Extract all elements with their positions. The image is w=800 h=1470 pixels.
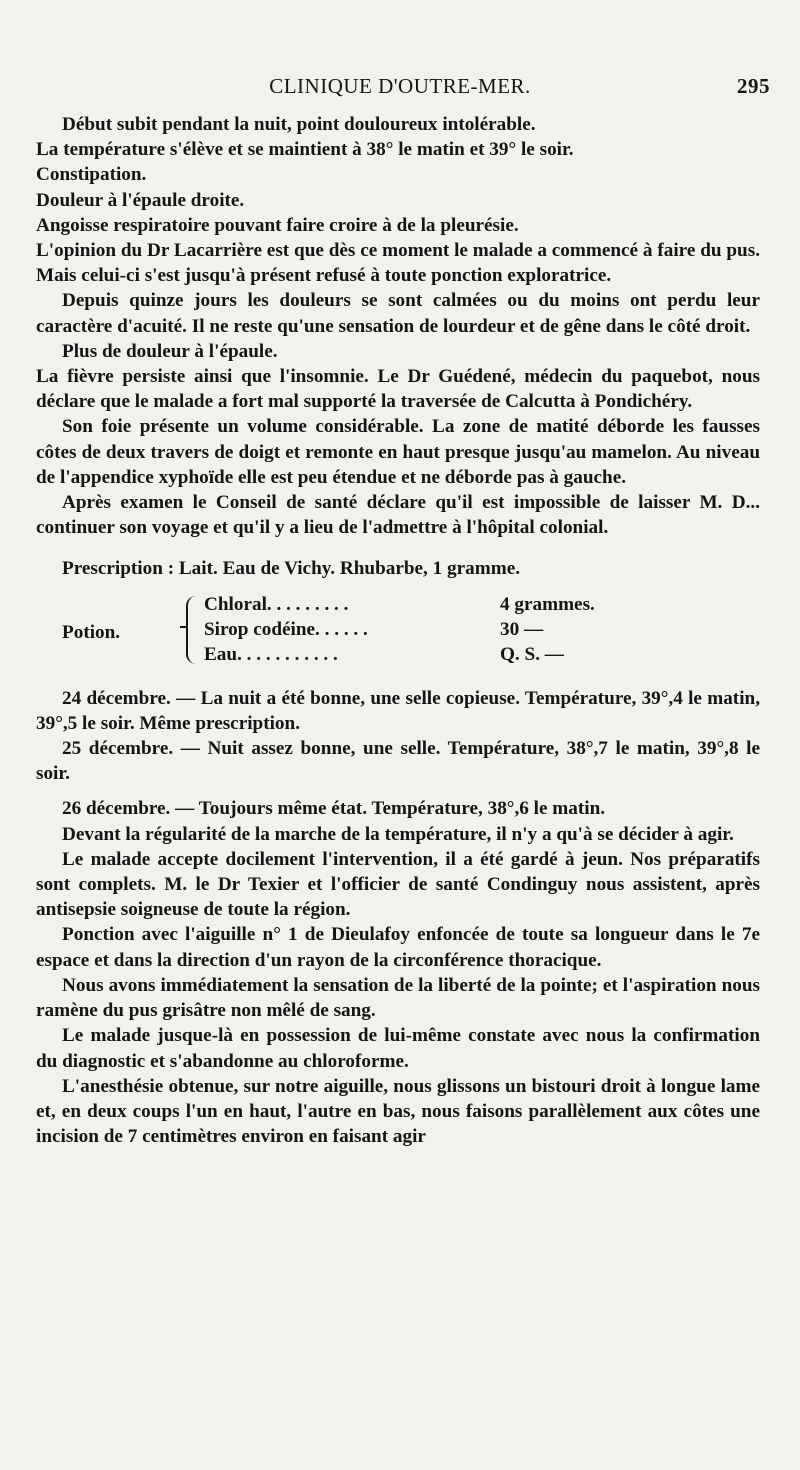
paragraph: Angoisse respiratoire pouvant faire croire à de la pleurésie. xyxy=(36,214,519,236)
paragraph: Son foie présente un volume considérable. La zone de matité déborde les fausses côtes de deux travers de doigt et remonte en haut presque jusqu'au mamelon. Au niveau de l'appendice xyphoïde elle est peu étendue et ne déborde pas à gauche. xyxy=(36,416,760,488)
page-header xyxy=(30,74,770,102)
ingredient-row xyxy=(204,617,764,642)
paragraph: L'anesthésie obtenue, sur notre aiguille, nous glissons un bistouri droit à longue lame et, en deux coups l'un en haut, l'autre en bas, nous faisons parallèlement aux côtes une incision de 7 centimètres environ en faisant agir xyxy=(36,1075,760,1148)
ingredient-row xyxy=(204,592,764,617)
paragraph: Le malade jusque-là en possession de lui-même constate avec nous la confirmation du diagnostic et s'abandonne au chloroforme. xyxy=(36,1025,760,1072)
paragraph: L'opinion du Dr Lacarrière est que dès ce moment le malade a commencé à faire du pus. Mais celui-ci s'est jusqu'à présent refusé à toute ponction exploratrice. xyxy=(36,240,760,287)
paragraph: 25 décembre. — Nuit assez bonne, une selle. Température, 38°,7 le matin, 39°,8 le soir. xyxy=(36,738,760,785)
paragraph: Constipation. xyxy=(36,164,147,186)
paragraph: Le malade accepte docilement l'intervention, il a été gardé à jeun. Nos préparatifs sont complets. M. le Dr Texier et l'officier de santé Condinguy nous assistent, après antisepsie soigneuse de toute la région. xyxy=(36,848,760,921)
ingredient-quantity: 4 grammes. xyxy=(500,593,595,615)
ingredient-row xyxy=(204,642,764,667)
paragraph: Plus de douleur à l'épaule. xyxy=(62,340,278,362)
ingredient-name: Eau. . . . . . . . . . . xyxy=(204,643,338,665)
running-title: CLINIQUE D'OUTRE-MER. xyxy=(269,74,531,98)
paragraph: La fièvre persiste ainsi que l'insomnie. Le Dr Guédené, médecin du paquebot, nous déclare que le malade a fort mal supporté la traversée de Calcutta à Pondichéry. xyxy=(36,366,760,413)
brace-icon xyxy=(186,596,198,664)
paragraph: Depuis quinze jours les douleurs se sont calmées ou du moins ont perdu leur caractère d'acuité. Il ne reste qu'une sensation de lourdeur et de gêne dans le côté droit. xyxy=(36,290,760,337)
paragraph: Ponction avec l'aiguille n° 1 de Dieulafoy enfoncée de toute sa longueur dans le 7e espace et dans la direction d'un rayon de la circonférence thoracique. xyxy=(36,924,760,971)
paragraph: Devant la régularité de la marche de la température, il n'y a qu'à se décider à agir. xyxy=(62,823,734,845)
prescription-line: Prescription : Lait. Eau de Vichy. Rhubarbe, 1 gramme. xyxy=(62,558,521,580)
potion-label: Potion. xyxy=(62,621,121,643)
ingredient-quantity: Q. S. — xyxy=(500,643,564,665)
paragraph: Après examen le Conseil de santé déclare qu'il est impossible de laisser M. D... continuer son voyage et qu'il y a lieu de l'admettre à l'hôpital colonial. xyxy=(36,492,760,539)
page-body xyxy=(36,112,760,1149)
paragraph: La température s'élève et se maintient à 38° le matin et 39° le soir. xyxy=(36,139,574,161)
ingredient-quantity: 30 — xyxy=(500,618,544,640)
paragraph: 24 décembre. — La nuit a été bonne, une selle copieuse. Température, 39°,4 le matin, 39°,5 le soir. Même prescription. xyxy=(36,687,760,734)
ingredient-name: Sirop codéine. . . . . . xyxy=(204,618,368,640)
potion-formula xyxy=(36,592,760,674)
paragraph: 26 décembre. — Toujours même état. Température, 38°,6 le matin. xyxy=(62,798,606,820)
page-number: 295 xyxy=(737,74,770,98)
ingredient-name: Chloral. . . . . . . . . xyxy=(204,593,349,615)
paragraph: Début subit pendant la nuit, point douloureux intolérable. xyxy=(62,114,536,135)
paragraph: Nous avons immédiatement la sensation de la liberté de la pointe; et l'aspiration nous ramène du pus grisâtre non mêlé de sang. xyxy=(36,974,760,1022)
paragraph: Douleur à l'épaule droite. xyxy=(36,189,245,211)
